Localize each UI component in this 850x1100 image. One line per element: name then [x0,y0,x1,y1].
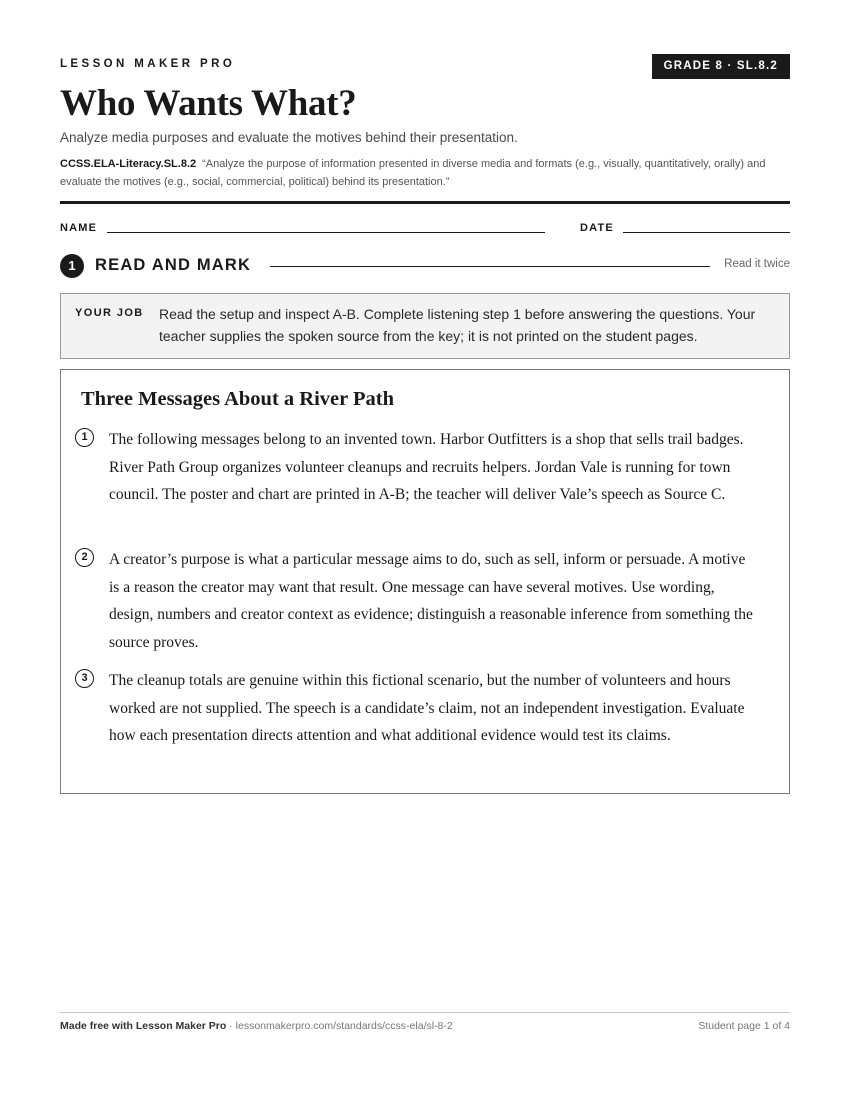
paragraph-text: A creator’s purpose is what a particular message aims to do, such as sell, inform or persuade. A motive is a reason the creator may want that result. One message can have several motives. Use wording, design, numbers and creator context as evidence; distinguish a reasonable inference from something the source proves. [109,551,753,651]
page-title: Who Wants What? [60,83,357,124]
paragraph-number: 3 [75,669,94,688]
footer-made-with: Made free with Lesson Maker Pro [60,1020,227,1032]
name-label: NAME [60,222,98,234]
reading-passage-box [60,369,790,794]
paragraph-number: 1 [75,428,94,447]
date-label: DATE [580,222,614,234]
paragraph-text: The following messages belong to an invented town. Harbor Outfitters is a shop that sells trail badges. River Path Group organizes volunteer cleanups and recruits helpers. Jordan Vale is running for town council. The poster and chart are printed in A-B; the teacher will deliver Vale’s speech as Source C. [109,431,744,503]
footer-page-number: Student page 1 of 4 [698,1020,790,1032]
header-divider [60,201,790,204]
section-title: READ AND MARK [95,256,252,274]
paragraph-number: 2 [75,548,94,567]
footer-url[interactable]: lessonmakerpro.com/standards/ccss-ela/sl-8-2 [235,1020,453,1032]
date-field[interactable] [623,232,790,233]
footer-divider [60,1012,790,1013]
standard-text: “Analyze the purpose of information presented in diverse media and formats (e.g., visually, quantitatively, orally) and evaluate the motives (e.g., social, commercial, political) behind its presentation.” [60,158,766,188]
your-job-box [60,293,790,359]
section-divider [270,266,710,267]
standard-statement [60,155,790,191]
page-subtitle: Analyze media purposes and evaluate the motives behind their presentation. [60,130,518,145]
reading-title: Three Messages About a River Path [81,388,394,410]
brand-name: LESSON MAKER PRO [60,58,236,70]
standard-code: CCSS.ELA-Literacy.SL.8.2 [60,158,197,170]
footer-separator: · [226,1020,236,1032]
name-field[interactable] [107,232,545,233]
section-note: Read it twice [724,258,790,270]
grade-badge: GRADE 8 · SL.8.2 [652,54,790,79]
your-job-label: YOUR JOB [75,307,144,319]
paragraph-text: The cleanup totals are genuine within this fictional scenario, but the number of volunteers and hours worked are not supplied. The speech is a candidate’s claim, not an independent investigation. Evaluate how each presentation directs attention and what additional evidence would test its claims. [109,672,745,744]
footer-credit [60,1020,453,1032]
step-number-badge: 1 [60,254,84,278]
your-job-text: Read the setup and inspect A-B. Complete listening step 1 before answering the questions. Your teacher supplies the spoken source from the key; it is not printed on the student pages. [159,306,756,344]
